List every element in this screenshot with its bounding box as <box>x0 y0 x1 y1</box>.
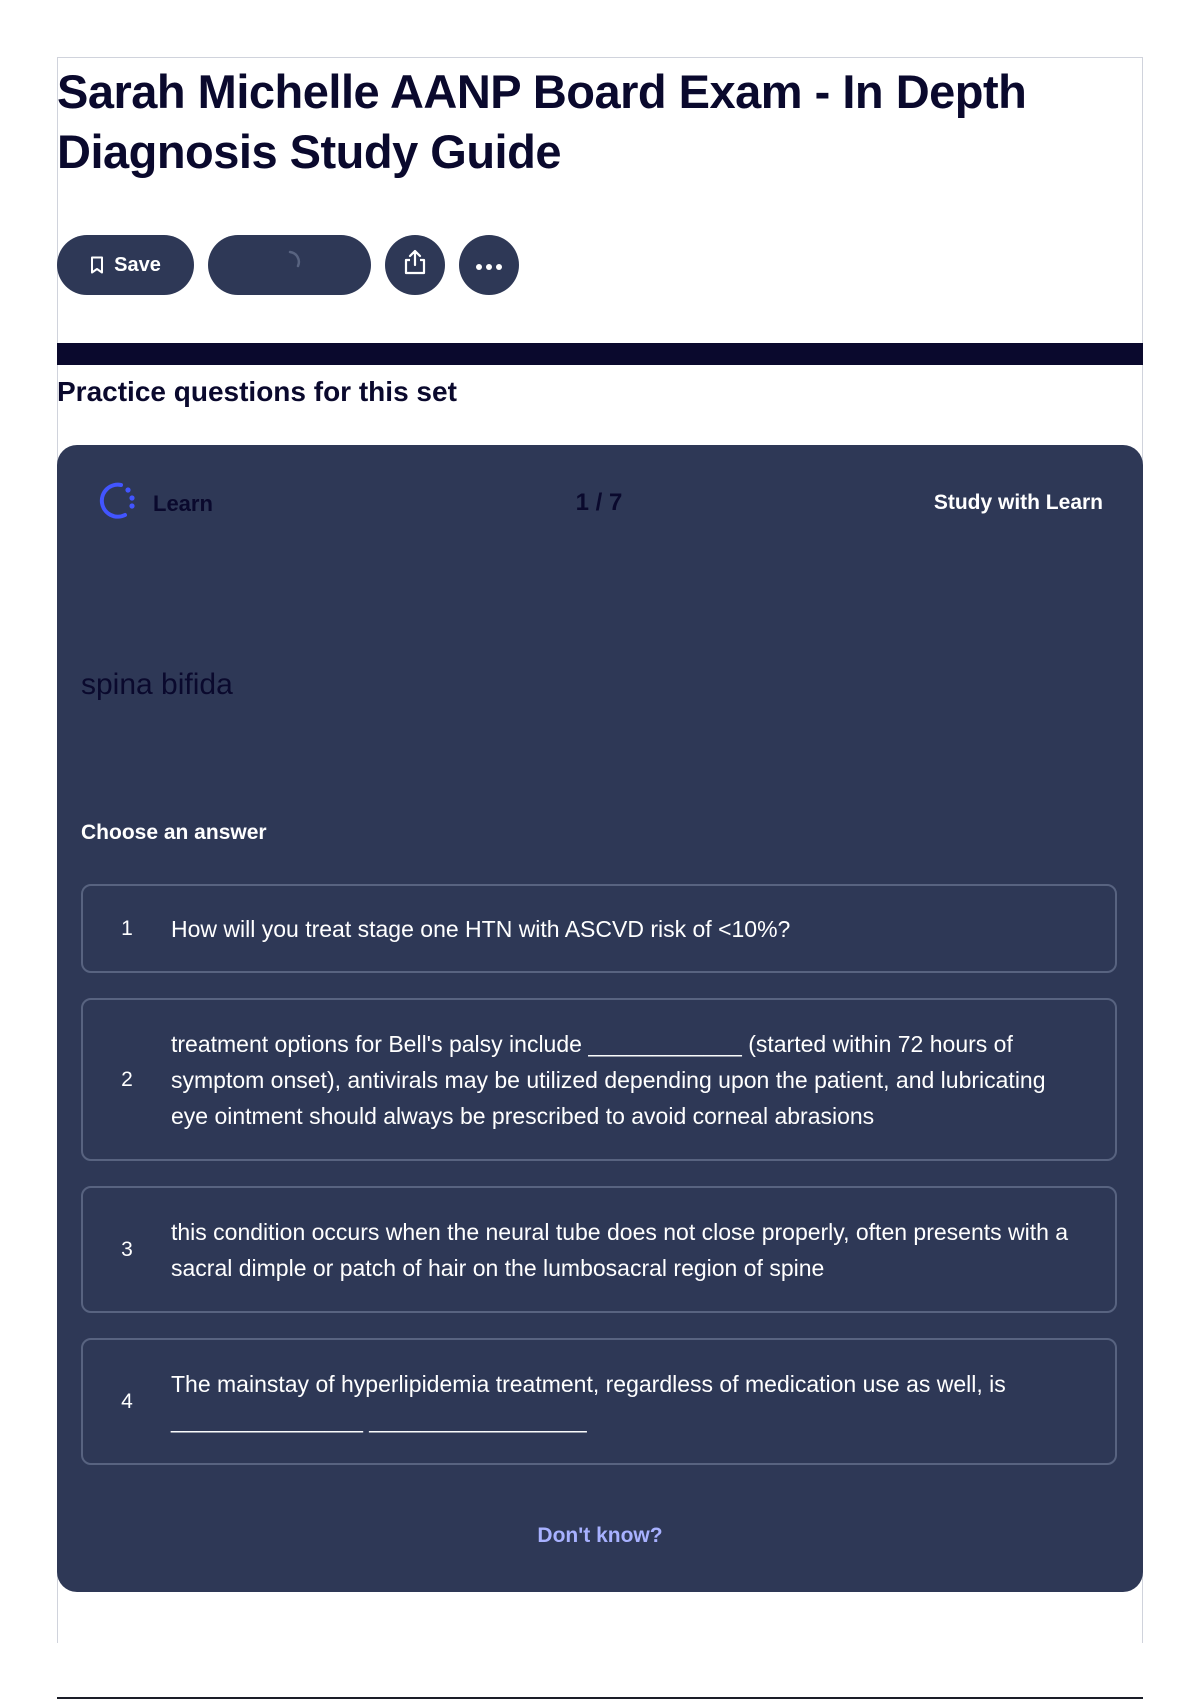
progress-counter: 1 / 7 <box>575 489 623 516</box>
study-with-learn-link[interactable]: Study with Learn <box>933 491 1103 514</box>
learn-mode-icon <box>95 479 139 528</box>
share-button[interactable] <box>385 235 445 295</box>
bottom-rule <box>57 1697 1143 1699</box>
answer-option-3[interactable] <box>81 1186 1117 1313</box>
answer-option-2[interactable] <box>81 998 1117 1161</box>
practice-heading: Practice questions for this set <box>57 376 457 407</box>
practice-card <box>57 445 1143 1592</box>
card-header <box>95 479 1103 527</box>
more-dots-icon <box>475 254 503 277</box>
answer-number: 2 <box>121 1067 133 1091</box>
more-options-button[interactable] <box>459 235 519 295</box>
answer-text: How will you treat stage one HTN with ASCVD risk of <10%? <box>171 915 791 942</box>
choose-answer-label: Choose an answer <box>81 821 267 844</box>
section-divider <box>57 343 1143 365</box>
answer-number: 3 <box>121 1237 133 1261</box>
answer-number: 1 <box>121 916 133 940</box>
answer-number: 4 <box>121 1389 133 1413</box>
action-bar <box>57 234 519 296</box>
dont-know-button[interactable]: Don't know? <box>537 1524 663 1547</box>
answer-option-1[interactable] <box>81 884 1117 973</box>
spinner-icon <box>277 249 303 281</box>
answer-text: treatment options for Bell's palsy include ____________ (started within 72 hours of symptom onset), antivirals may be utilized depending upon the patient, and lubricating eye ointment should always be prescribed to avoid corneal abrasions <box>171 1030 1046 1129</box>
page-title: Sarah Michelle AANP Board Exam - In Depth Diagnosis Study Guide <box>57 65 1027 178</box>
learn-brand <box>95 479 213 528</box>
learn-label: Learn <box>153 490 213 516</box>
answer-text: this condition occurs when the neural tube does not close properly, often presents with a sacral dimple or patch of hair on the lumbosacral region of spine <box>171 1218 1069 1281</box>
loading-button[interactable] <box>208 235 371 295</box>
save-button-label: Save <box>114 253 161 276</box>
question-term: spina bifida <box>81 668 233 701</box>
answer-option-4[interactable] <box>81 1338 1117 1465</box>
bookmark-icon <box>90 256 104 274</box>
answer-text: The mainstay of hyperlipidemia treatment, regardless of medication use as well, is _______________ _________________ <box>171 1370 1006 1433</box>
share-icon <box>402 248 428 282</box>
save-button[interactable] <box>57 235 194 295</box>
